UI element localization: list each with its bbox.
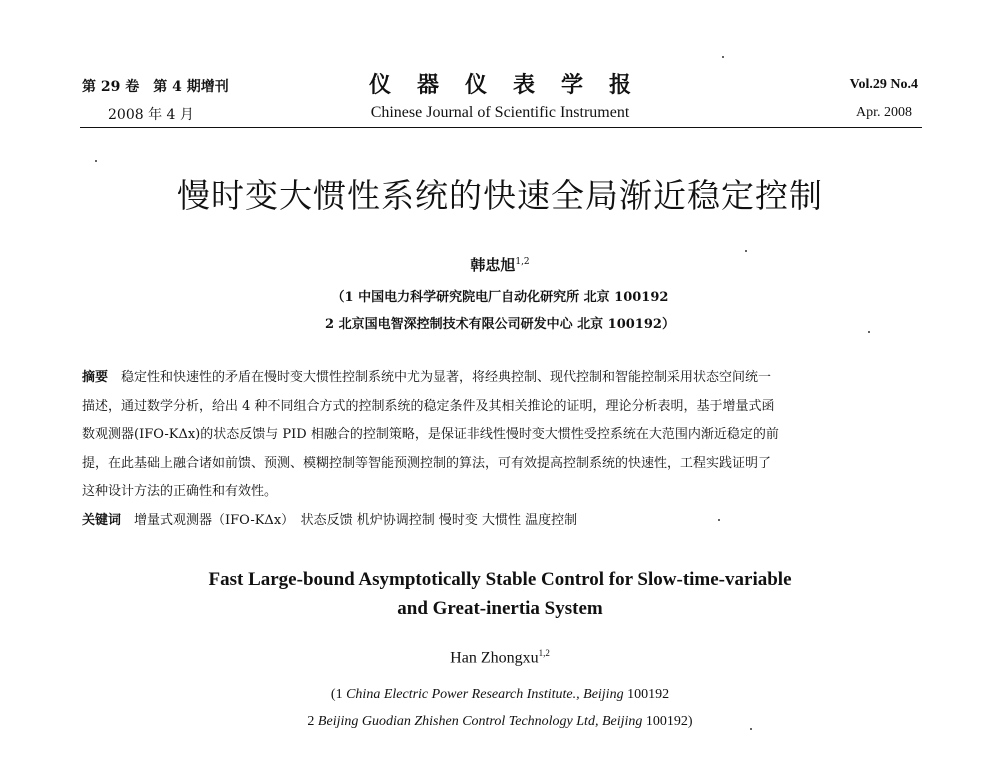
scan-speck	[95, 160, 97, 162]
journal-title-cn: 仪器仪表学报	[368, 72, 657, 98]
affiliation-en-2	[0, 714, 1000, 730]
abstract-cn	[82, 364, 918, 507]
scan-speck	[718, 519, 720, 521]
abstract-line-2: 描述，通过数学分析，给出 4 种不同组合方式的控制系统的稳定条件及其相关推论的证明，理论分析表明，基于增量式函	[82, 398, 775, 414]
author-name-en: Han Zhongxu	[450, 649, 539, 667]
affiliation-en-2-institution: Beijing Guodian Zhishen Control Technology Ltd, Beijing	[317, 714, 643, 729]
abstract-line-3: 数观测器(IFO-KΔx)的状态反馈与 PID 相融合的控制策略，是保证非线性慢时变大惯性受控系统在大范围内渐近稳定的前	[82, 427, 779, 442]
affiliation-en-1	[0, 687, 1000, 703]
affiliation-cn-2: 2 北京国电智深控制技术有限公司研发中心 北京 100192）	[325, 317, 675, 332]
author-cn	[0, 254, 1000, 275]
paper-title-en-line-1: Fast Large-bound Asymptotically Stable Control for Slow-time-variable	[208, 569, 792, 590]
keywords-text: 增量式观测器（IFO-KΔx） 状态反馈 机炉协调控制 慢时变 大惯性 温度控制	[134, 513, 578, 528]
author-superscript-en: 1,2	[538, 648, 550, 658]
keywords-cn	[82, 509, 577, 528]
scan-speck	[722, 56, 724, 58]
keywords-label: 关键词	[82, 513, 122, 528]
volume-en: Vol.29 No.4	[849, 77, 918, 92]
affiliation-en-2-prefix: 2	[307, 714, 318, 729]
journal-title-en: Chinese Journal of Scientific Instrument	[370, 104, 630, 121]
abstract-line-4: 提，在此基础上融合诸如前馈、预测、模糊控制等智能预测控制的算法，可有效提高控制系统的快速性，工程实践证明了	[82, 455, 772, 471]
scan-speck	[745, 250, 747, 252]
abstract-text-1: 稳定性和快速性的矛盾在慢时变大惯性控制系统中尤为显著，将经典控制、现代控制和智能控制采用状态空间统一	[121, 370, 772, 385]
affiliation-en-1-code: 100192	[623, 687, 670, 702]
scan-speck	[750, 728, 752, 730]
author-superscript-cn: 1,2	[515, 257, 530, 267]
affiliation-cn-1: （1 中国电力科学研究院电厂自动化研究所 北京 100192	[331, 290, 669, 305]
date-en: Apr. 2008	[856, 105, 912, 120]
affiliation-en-2-code: 100192)	[642, 714, 693, 729]
author-en	[0, 648, 1000, 667]
header-rule	[80, 127, 922, 128]
paper-title-cn: 慢时变大惯性系统的快速全局渐近稳定控制	[177, 176, 823, 215]
author-name-cn: 韩忠旭	[470, 256, 516, 274]
date-cn: 2008 年 4 月	[108, 107, 194, 123]
abstract-line-5: 这种设计方法的正确性和有效性。	[82, 484, 278, 499]
scan-speck	[868, 331, 870, 333]
affiliation-en-1-institution: China Electric Power Research Institute., Beijing	[346, 687, 624, 702]
paper-title-en-line-2: and Great-inertia System	[397, 598, 603, 619]
abstract-label: 摘要	[82, 370, 109, 385]
abstract-line-1	[82, 364, 918, 393]
affiliation-en-1-prefix: (1	[330, 687, 347, 702]
paper-title-en	[0, 565, 1000, 623]
volume-issue-cn: 第 29 卷 第 4 期增刊	[82, 79, 229, 95]
